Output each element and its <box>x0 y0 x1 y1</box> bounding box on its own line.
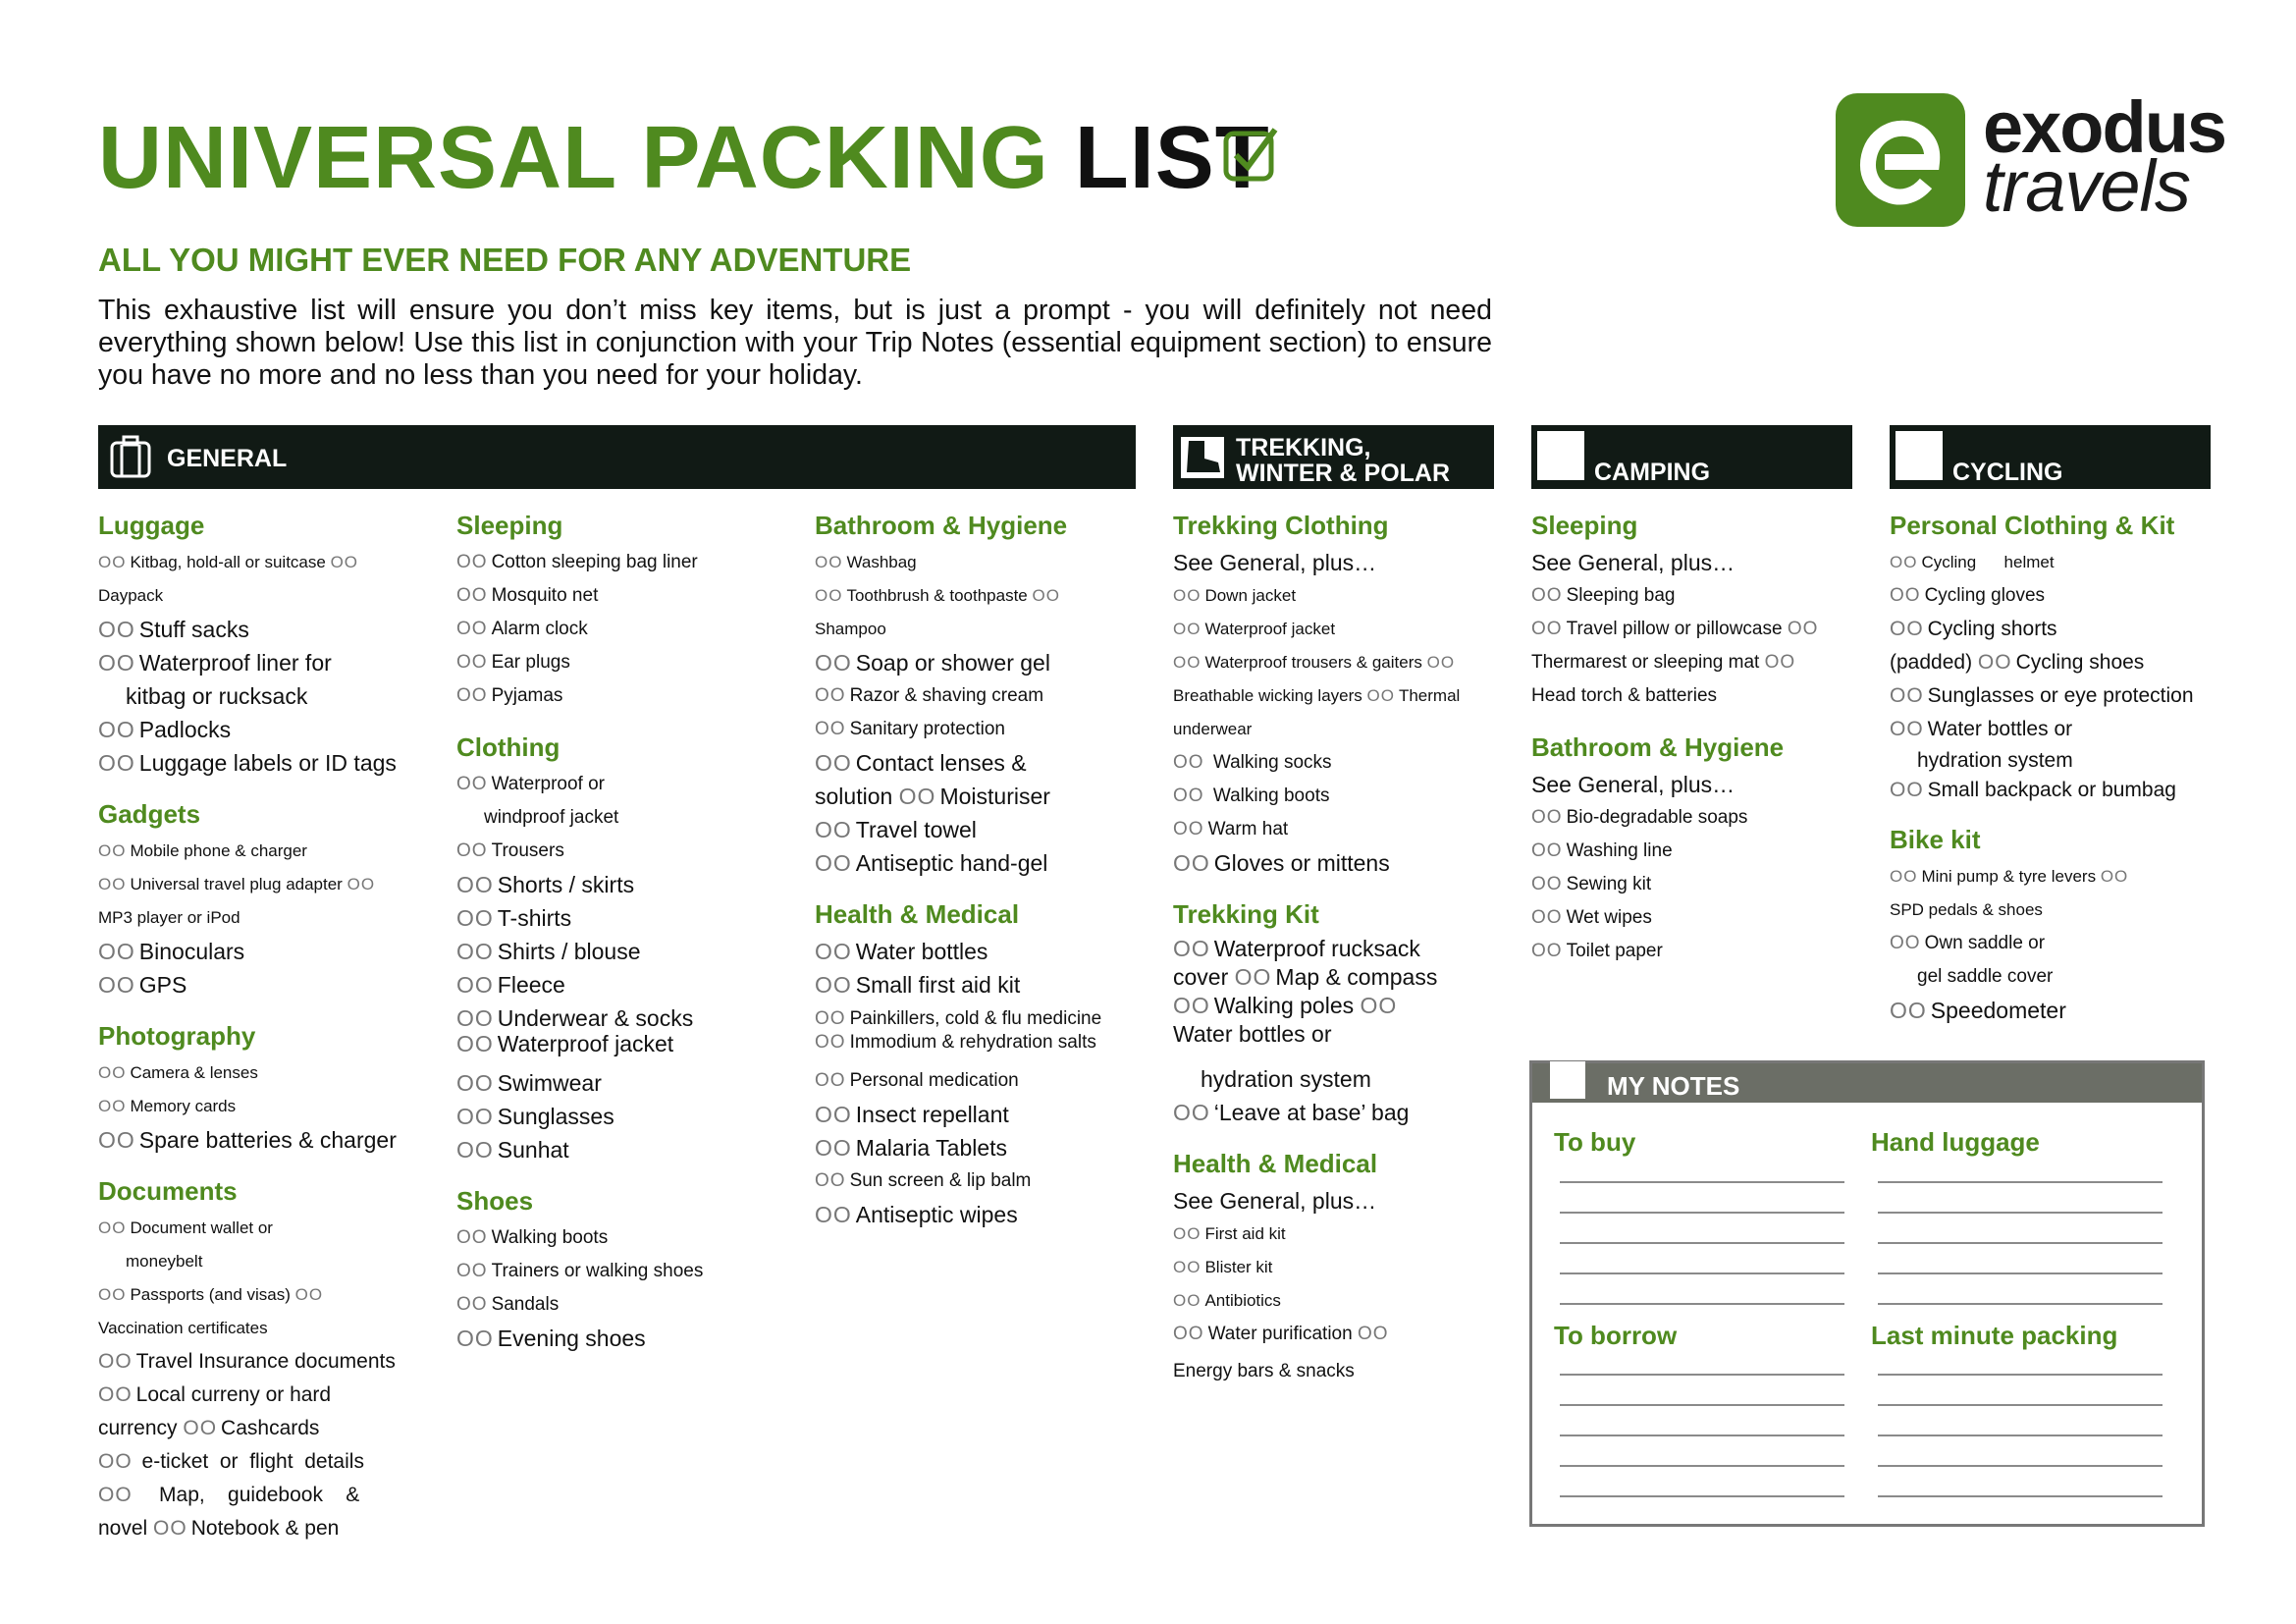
note-line[interactable] <box>1878 1242 2163 1244</box>
list-item[interactable]: OO Sunhat <box>456 1137 569 1163</box>
trekking-clothing-heading: Trekking Clothing <box>1173 511 1389 540</box>
list-item: moneybelt <box>126 1252 203 1271</box>
hand-luggage-heading: Hand luggage <box>1871 1127 2040 1157</box>
list-item[interactable]: OO Wet wipes <box>1531 907 1652 928</box>
list-item[interactable]: OO Waterproof jacket <box>456 1031 674 1056</box>
list-item[interactable]: OO Luggage labels or ID tags <box>98 750 397 776</box>
list-item[interactable]: OO Washbag <box>815 553 917 571</box>
trekking-kit-heading: Trekking Kit <box>1173 899 1319 929</box>
my-notes-title: MY NOTES <box>1607 1071 1740 1101</box>
list-item[interactable]: OO Bio-degradable soaps <box>1531 807 1748 828</box>
general-column-3 <box>815 511 1163 1231</box>
subtitle: ALL YOU MIGHT EVER NEED FOR ANY ADVENTURE <box>98 242 912 278</box>
list-item[interactable]: OO Small first aid kit <box>815 972 1021 998</box>
list-item[interactable]: Daypack <box>98 586 164 605</box>
bathroom-heading: Bathroom & Hygiene <box>815 511 1068 540</box>
luggage-heading: Luggage <box>98 511 205 540</box>
list-item[interactable]: OO Gloves or mittens <box>1173 850 1390 876</box>
list-item[interactable]: OO Waterproof jacket <box>1173 620 1336 638</box>
bike-kit-heading: Bike kit <box>1890 825 1981 854</box>
note-line[interactable] <box>1878 1272 2163 1274</box>
list-item[interactable]: OO GPS <box>98 972 187 998</box>
camping-bar <box>1531 425 1852 489</box>
luggage-icon <box>110 435 151 478</box>
list-item[interactable]: Energy bars & snacks <box>1173 1361 1355 1381</box>
list-item[interactable]: OO Underwear & socks <box>456 1005 694 1031</box>
title-dark: LIST <box>1074 109 1270 207</box>
list-item[interactable]: OO Fleece <box>456 972 565 998</box>
list-item[interactable]: OO Mosquito net <box>456 585 599 606</box>
documents-heading: Documents <box>98 1176 238 1206</box>
list-item[interactable]: OO Warm hat <box>1173 819 1289 839</box>
list-item[interactable]: OO Antiseptic wipes <box>815 1202 1018 1227</box>
list-item[interactable]: OO Swimwear <box>456 1070 602 1096</box>
list-item[interactable]: OO Sun screen & lip balm <box>815 1170 1032 1191</box>
to-borrow-heading: To borrow <box>1554 1321 1678 1350</box>
trekking-health-heading: Health & Medical <box>1173 1149 1378 1178</box>
list-item[interactable]: OO Walking boots <box>1173 785 1330 806</box>
list-item[interactable]: OO Universal travel plug adapter OO <box>98 875 376 893</box>
trekking-bar-label-1: TREKKING, <box>1236 434 1371 461</box>
cycling-bar-label: CYCLING <box>1952 459 2063 486</box>
list-item[interactable]: OO Travel pillow or pillowcase OO <box>1531 619 1819 639</box>
sleeping-heading: Sleeping <box>456 511 563 540</box>
note-line[interactable] <box>1560 1465 1844 1467</box>
list-item: gel saddle cover <box>1917 966 2054 987</box>
list-item[interactable]: Thermarest or sleeping mat OO <box>1531 652 1796 673</box>
list-item[interactable]: solution OO Moisturiser <box>815 784 1050 809</box>
list-item[interactable]: OO Water purification OO <box>1173 1324 1389 1344</box>
list-item[interactable]: OO First aid kit <box>1173 1224 1286 1243</box>
list-item[interactable]: OO Toothbrush & toothpaste OO <box>815 586 1060 605</box>
list-item[interactable]: OO Walking socks <box>1173 752 1332 773</box>
note-line[interactable] <box>1560 1303 1844 1305</box>
trekking-column <box>1173 511 1497 1388</box>
list-item[interactable]: OO Ear plugs <box>456 652 570 673</box>
list-item[interactable]: (padded) OO Cycling shoes <box>1890 651 2145 674</box>
list-item[interactable]: OO Antibiotics <box>1173 1291 1281 1310</box>
logo-mark-icon <box>1836 93 1965 227</box>
list-item[interactable]: MP3 player or iPod <box>98 908 240 927</box>
see-general-text: See General, plus… <box>1531 772 1735 797</box>
list-item[interactable]: OO Local curreny or hard <box>98 1383 332 1406</box>
general-bar <box>98 425 1136 489</box>
list-item[interactable]: Vaccination certificates <box>98 1319 268 1337</box>
list-item[interactable]: OO Binoculars <box>98 939 245 964</box>
gadgets-heading: Gadgets <box>98 799 201 829</box>
list-item[interactable]: OO Walking boots <box>456 1227 609 1248</box>
list-item[interactable]: OO Document wallet or <box>98 1218 273 1237</box>
list-item[interactable]: cover OO Map & compass <box>1173 964 1438 990</box>
list-item[interactable]: OO Personal medication <box>815 1070 1019 1091</box>
note-line[interactable] <box>1878 1212 2163 1214</box>
note-line[interactable] <box>1878 1465 2163 1467</box>
note-line[interactable] <box>1560 1212 1844 1214</box>
list-item[interactable]: OO Razor & shaving cream <box>815 685 1044 706</box>
health-heading: Health & Medical <box>815 899 1020 929</box>
list-item[interactable]: OO Cycling shorts <box>1890 618 2057 640</box>
list-item[interactable]: OO Sanitary protection <box>815 719 1005 739</box>
note-line[interactable] <box>1560 1181 1844 1183</box>
photography-heading: Photography <box>98 1021 256 1051</box>
list-item[interactable]: OO Stuff sacks <box>98 617 249 642</box>
list-item[interactable]: OO Sandals <box>456 1294 560 1315</box>
last-minute-heading: Last minute packing <box>1871 1321 2118 1350</box>
list-item[interactable]: OO Mini pump & tyre levers OO <box>1890 867 2129 886</box>
my-notes-box <box>1529 1060 2205 1527</box>
list-item[interactable]: OO Painkillers, cold & flu medicine <box>815 1008 1102 1029</box>
list-item[interactable]: OO Contact lenses & <box>815 750 1027 776</box>
cycling-clothing-heading: Personal Clothing & Kit <box>1890 511 2175 540</box>
list-item: kitbag or rucksack <box>126 683 308 709</box>
list-item[interactable]: OO Waterproof trousers & gaiters OO <box>1173 653 1456 672</box>
title-green: UNIVERSAL PACKING <box>98 109 1049 207</box>
list-item[interactable]: OO Camera & lenses <box>98 1063 258 1082</box>
note-line[interactable] <box>1878 1181 2163 1183</box>
see-general-text: See General, plus… <box>1173 1188 1377 1214</box>
list-item[interactable]: Shampoo <box>815 620 886 638</box>
list-item[interactable]: Head torch & batteries <box>1531 685 1718 706</box>
list-item[interactable]: OO Sunglasses <box>456 1104 614 1129</box>
list-item[interactable]: OO Shorts / skirts <box>456 872 635 897</box>
note-line[interactable] <box>1878 1435 2163 1436</box>
note-line[interactable] <box>1560 1242 1844 1244</box>
list-item[interactable]: OO Padlocks <box>98 717 232 742</box>
list-item: hydration system <box>1917 749 2073 772</box>
camping-bathroom-heading: Bathroom & Hygiene <box>1531 732 1785 762</box>
list-item[interactable]: OO Small backpack or bumbag <box>1890 779 2176 801</box>
list-item[interactable]: OO Cotton sleeping bag liner <box>456 552 698 572</box>
boot-icon <box>1181 437 1224 478</box>
note-line[interactable] <box>1560 1404 1844 1406</box>
note-line[interactable] <box>1878 1404 2163 1406</box>
list-item[interactable]: OO Speedometer <box>1890 998 2066 1023</box>
list-item[interactable]: OO Trousers <box>456 840 564 861</box>
trekking-bar-label-2: WINTER & POLAR <box>1236 460 1451 487</box>
list-item[interactable]: OO Alarm clock <box>456 619 588 639</box>
list-item[interactable]: OO Sleeping bag <box>1531 585 1676 606</box>
list-item[interactable]: OO Malaria Tablets <box>815 1135 1008 1161</box>
list-item[interactable]: OO Passports (and visas) OO <box>98 1285 324 1304</box>
list-item[interactable]: OO Evening shoes <box>456 1326 646 1351</box>
page-title <box>98 108 1270 209</box>
list-item: windproof jacket <box>484 807 619 828</box>
list-item[interactable]: currency OO Cashcards <box>98 1417 320 1439</box>
list-item[interactable]: OO Sewing kit <box>1531 874 1652 894</box>
list-item[interactable]: OO Soap or shower gel <box>815 650 1050 676</box>
list-item[interactable]: OO Antiseptic hand-gel <box>815 850 1048 876</box>
note-line[interactable] <box>1878 1374 2163 1376</box>
cycling-icon <box>1896 431 1943 480</box>
list-item[interactable]: OO Travel towel <box>815 817 977 842</box>
list-item[interactable]: OO Immodium & rehydration salts <box>815 1032 1096 1053</box>
note-line[interactable] <box>1878 1495 2163 1497</box>
checkbox-icon <box>1222 126 1279 183</box>
list-item[interactable]: OO Map, guidebook & <box>98 1484 360 1506</box>
list-item[interactable]: OO ‘Leave at base’ bag <box>1173 1100 1410 1125</box>
list-item[interactable]: OO Walking poles OO <box>1173 993 1398 1018</box>
list-item[interactable]: OO Washing line <box>1531 840 1673 861</box>
logo-word-travels: travels <box>1983 145 2190 227</box>
list-item: hydration system <box>1201 1066 1371 1092</box>
trekking-bar <box>1173 425 1494 489</box>
list-item[interactable]: OO Pyjamas <box>456 685 563 706</box>
cycling-column <box>1890 511 2209 1027</box>
note-line[interactable] <box>1878 1303 2163 1305</box>
note-line[interactable] <box>1560 1495 1844 1497</box>
list-item[interactable]: OO Kitbag, hold-all or suitcase OO <box>98 553 359 571</box>
to-buy-heading: To buy <box>1554 1127 1636 1157</box>
list-item[interactable]: Water bottles or <box>1173 1021 1332 1047</box>
list-item[interactable]: Breathable wicking layers OO Thermal <box>1173 686 1461 705</box>
note-line[interactable] <box>1560 1272 1844 1274</box>
general-bar-label: GENERAL <box>167 445 288 472</box>
list-item[interactable]: OO Memory cards <box>98 1097 237 1115</box>
camping-column <box>1531 511 1855 968</box>
list-item[interactable]: OO Travel Insurance documents <box>98 1350 396 1373</box>
see-general-text: See General, plus… <box>1173 550 1377 575</box>
camping-icon <box>1537 431 1584 480</box>
list-item[interactable]: OO T-shirts <box>456 905 572 931</box>
clothing-heading: Clothing <box>456 732 561 762</box>
list-item[interactable]: novel OO Notebook & pen <box>98 1517 340 1540</box>
exodus-logo <box>1836 86 2226 231</box>
camping-bar-label: CAMPING <box>1594 459 1711 486</box>
notes-icon <box>1550 1061 1585 1099</box>
list-item[interactable]: OO Trainers or walking shoes <box>456 1261 704 1281</box>
shoes-heading: Shoes <box>456 1186 534 1216</box>
list-item[interactable]: OO Waterproof liner for <box>98 650 332 676</box>
camping-sleeping-heading: Sleeping <box>1531 511 1638 540</box>
list-item[interactable]: OO Cycling gloves <box>1890 585 2046 606</box>
cycling-bar <box>1890 425 2211 489</box>
list-item[interactable]: OO Sunglasses or eye protection <box>1890 684 2194 707</box>
list-item[interactable]: OO Blister kit <box>1173 1258 1273 1276</box>
general-column-1 <box>98 511 447 1545</box>
list-item[interactable]: underwear <box>1173 720 1253 738</box>
list-item[interactable]: OO Insect repellant <box>815 1102 1009 1127</box>
intro-text: This exhaustive list will ensure you don’t miss key items, but is just a prompt - you will definitely not need everything shown below! Use this list in conjunction with your Trip Notes (essential equipment section) to ensure you have no more and no less than you need for your holiday. <box>98 295 1492 391</box>
logo-word-exodus: exodus <box>1983 86 2226 168</box>
list-item[interactable]: OO Down jacket <box>1173 586 1297 605</box>
list-item[interactable]: OO Spare batteries & charger <box>98 1127 397 1153</box>
list-item[interactable]: OO Mobile phone & charger <box>98 841 307 860</box>
list-item[interactable]: OO Water bottles <box>815 939 988 964</box>
general-column-2 <box>456 511 805 1355</box>
list-item[interactable]: SPD pedals & shoes <box>1890 900 2043 919</box>
my-notes-header <box>1532 1063 2202 1103</box>
list-item[interactable]: OO e-ticket or flight details <box>98 1450 364 1473</box>
list-item[interactable]: OO Shirts / blouse <box>456 939 641 964</box>
list-item[interactable]: OO Water bottles or <box>1890 718 2073 740</box>
note-line[interactable] <box>1560 1435 1844 1436</box>
list-item[interactable]: OO Toilet paper <box>1531 941 1663 961</box>
list-item[interactable]: OO Cycling helmet <box>1890 553 2055 571</box>
note-line[interactable] <box>1560 1374 1844 1376</box>
list-item[interactable]: OO Waterproof rucksack <box>1173 936 1420 961</box>
list-item[interactable]: OO Own saddle or <box>1890 933 2046 953</box>
see-general-text: See General, plus… <box>1531 550 1735 575</box>
list-item[interactable]: OO Waterproof or <box>456 774 606 794</box>
